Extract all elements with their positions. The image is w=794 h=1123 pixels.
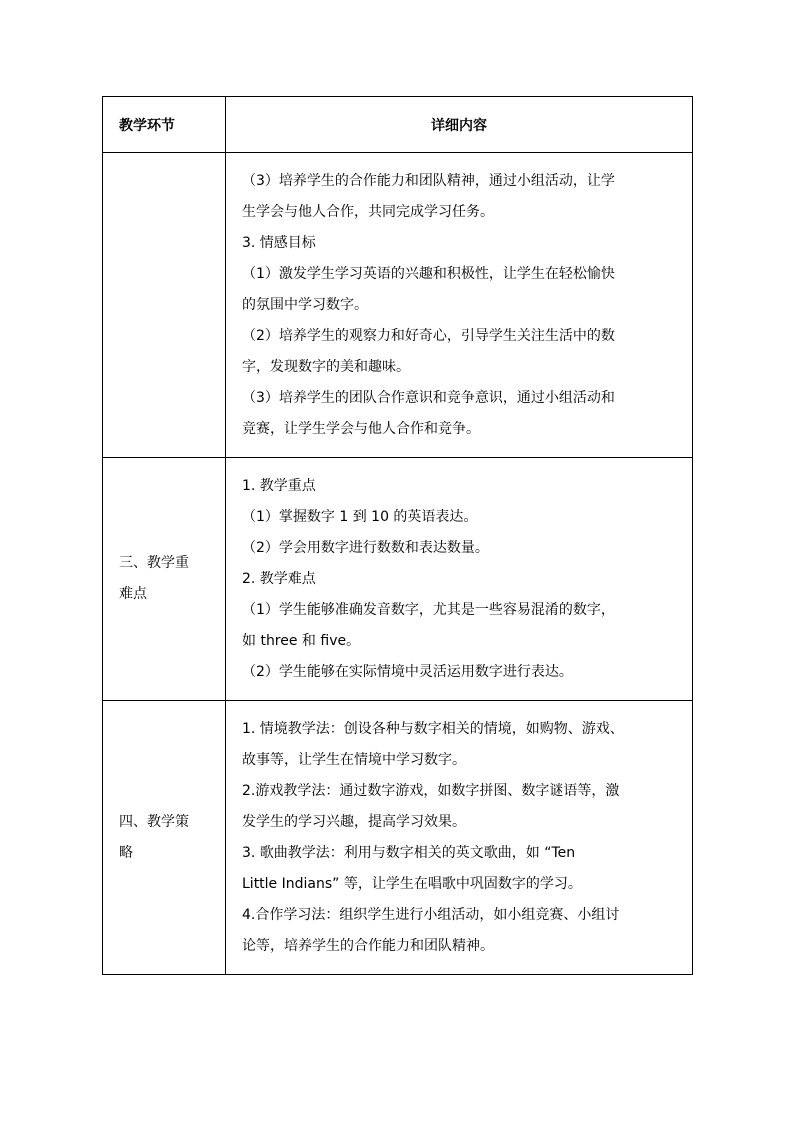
detail-line: 发学生的学习兴趣，提高学习效果。: [242, 813, 466, 830]
detail-line: 1. 情境教学法：创设各种与数字相关的情境，如购物、游戏、: [242, 720, 624, 737]
detail-line: 生学会与他人合作，共同完成学习任务。: [242, 203, 494, 220]
stage-label-line: 三、教学重: [119, 555, 189, 571]
table-row: [103, 458, 693, 701]
stage-label-line: 四、教学策: [119, 813, 189, 830]
detail-line: 竞赛，让学生学会与他人合作和竞争。: [242, 420, 480, 437]
detail-cell: [226, 701, 693, 975]
detail-line: （1）学生能够准确发音数字，尤其是一些容易混淆的数字，: [242, 601, 615, 618]
stage-label-line: 难点: [119, 586, 147, 602]
detail-cell: [226, 458, 693, 701]
detail-line: 1. 教学重点: [242, 477, 316, 494]
detail-line: （1）激发学生学习英语的兴趣和积极性，让学生在轻松愉快: [242, 265, 615, 282]
detail-line: Little Indians” 等，让学生在唱歌中巩固数字的学习。: [242, 875, 582, 892]
stage-cell: [103, 458, 226, 701]
stage-cell-empty: [103, 153, 226, 458]
detail-line: 3. 歌曲教学法：利用与数字相关的英文歌曲，如 “Ten: [242, 844, 576, 861]
detail-line: 4.合作学习法：组织学生进行小组活动，如小组竞赛、小组讨: [242, 906, 620, 923]
header-stage: 教学环节: [103, 97, 226, 153]
detail-line: （2）学生能够在实际情境中灵活运用数字进行表达。: [242, 663, 573, 680]
detail-line: （1）掌握数字 1 到 10 的英语表达。: [242, 508, 478, 525]
detail-line: 2. 教学难点: [242, 570, 316, 587]
detail-line: 故事等，让学生在情境中学习数字。: [242, 751, 466, 768]
detail-line: 2.游戏教学法：通过数字游戏，如数字拼图、数字谜语等，激: [242, 782, 620, 799]
lesson-plan-table: [102, 96, 693, 975]
stage-cell: [103, 701, 226, 975]
detail-line: 3. 情感目标: [242, 234, 316, 251]
detail-line: 论等，培养学生的合作能力和团队精神。: [242, 937, 494, 954]
table-header-row: [103, 97, 693, 153]
detail-line: 的氛围中学习数字。: [242, 296, 368, 313]
stage-label-line: 略: [119, 844, 133, 861]
detail-line: （2）培养学生的观察力和好奇心，引导学生关注生活中的数: [242, 327, 615, 344]
detail-line: （3）培养学生的团队合作意识和竞争意识，通过小组活动和: [242, 389, 615, 406]
detail-line: （3）培养学生的合作能力和团队精神，通过小组活动，让学: [242, 172, 615, 189]
table-row: [103, 153, 693, 458]
detail-line: 字，发现数字的美和趣味。: [242, 358, 410, 375]
header-detail: 详细内容: [226, 97, 693, 153]
detail-cell: [226, 153, 693, 458]
detail-line: （2）学会用数字进行数数和表达数量。: [242, 539, 489, 556]
table-row: [103, 701, 693, 975]
detail-line: 如 three 和 five。: [242, 632, 361, 649]
